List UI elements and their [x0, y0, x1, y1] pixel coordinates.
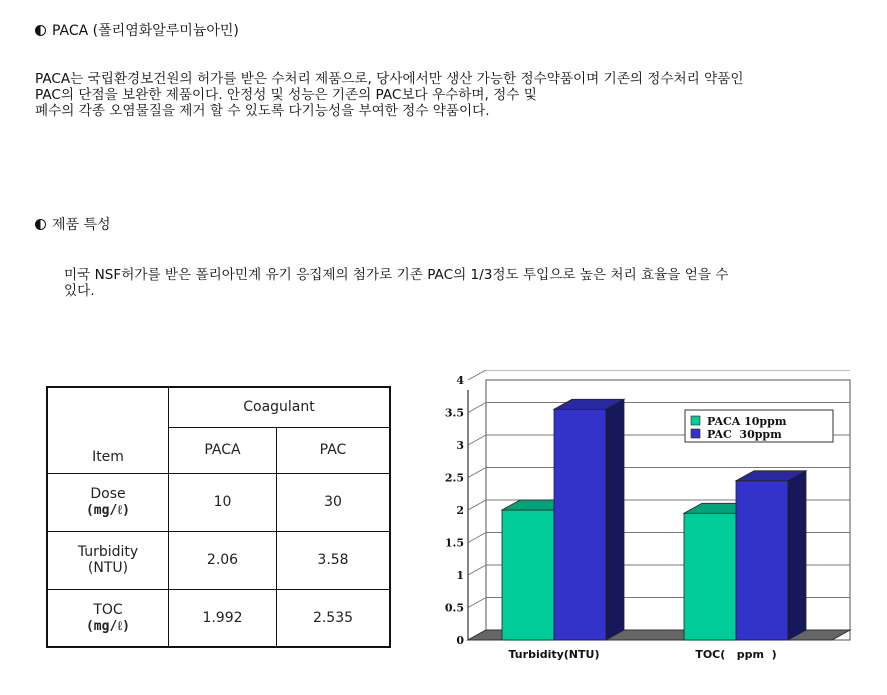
row-unit: (mg/ℓ) — [85, 618, 130, 634]
bar-side — [788, 471, 806, 640]
row-name: Dose — [90, 486, 126, 502]
heading-text: PACA (폴리염화알루미늄아민) — [52, 23, 239, 39]
section-heading-features — [35, 214, 111, 234]
row-label — [47, 589, 169, 647]
legend-swatch — [691, 416, 700, 425]
row-name: TOC — [93, 601, 123, 618]
x-category-label: Turbidity(NTU) — [508, 648, 600, 661]
description-line: 미국 NSF허가를 받은 폴리아민계 유기 응집제의 첨가로 기존 PAC의 1/3정도 투입으로 높은 처리 효율을 얻을 수 — [64, 267, 729, 283]
row-unit: (mg/ℓ) — [85, 503, 130, 518]
gridline-side — [468, 403, 486, 413]
bar-front — [736, 481, 788, 640]
gridline-side — [468, 468, 486, 478]
features-description — [64, 267, 728, 299]
table-row — [47, 531, 390, 589]
heading-text: 제품 특성 — [52, 217, 111, 233]
y-tick-label: 0.5 — [444, 601, 464, 615]
y-tick-label: 2.5 — [444, 471, 464, 485]
gridline-side — [468, 598, 486, 608]
legend-label: PACA 10ppm — [707, 415, 787, 428]
legend-swatch — [691, 429, 700, 438]
legend-label: PAC 30ppm — [707, 428, 782, 441]
pac-cell: 2.535 — [277, 589, 391, 647]
coagulant-table — [46, 386, 391, 648]
row-unit: (NTU) — [87, 560, 129, 576]
half-circle-bullet-icon — [35, 219, 46, 230]
table-row — [47, 589, 390, 647]
y-tick-label: 0 — [456, 634, 464, 647]
description-line: 폐수의 각종 오염물질을 제거 할 수 있도록 다기능성을 부여한 정수 약품이다. — [35, 103, 490, 119]
description-line: PACA는 국립환경보건원의 허가를 받은 수처리 제품으로, 당사에서만 생산 가능한 정수약품이며 기존의 정수처리 약품인 — [35, 71, 744, 87]
section-heading-paca — [35, 20, 239, 40]
item-header: Item — [47, 387, 169, 473]
gridline-side — [468, 565, 486, 575]
comparison-bar-chart — [440, 370, 870, 680]
row-label — [47, 531, 169, 589]
x-category-label: TOC( ppm ) — [695, 648, 777, 661]
paca-cell: 1.992 — [169, 589, 277, 647]
bar-front — [554, 409, 606, 640]
bar-side — [606, 399, 624, 640]
pac-cell: 3.58 — [277, 531, 391, 589]
y-tick-label: 3.5 — [444, 406, 464, 420]
bar-front — [502, 510, 554, 640]
bar-front — [684, 513, 736, 640]
y-tick-label: 4 — [456, 374, 464, 387]
paca-header: PACA — [169, 427, 277, 473]
table-row — [47, 473, 390, 531]
description-line: PAC의 단점을 보완한 제품이다. 안정성 및 성능은 기존의 PAC보다 우수하며, 정수 및 — [35, 87, 537, 103]
gridline-side — [468, 435, 486, 445]
paca-cell: 10 — [169, 473, 277, 531]
paca-description — [35, 71, 744, 119]
half-circle-bullet-icon — [35, 25, 46, 36]
y-tick-label: 1.5 — [444, 536, 464, 550]
y-tick-label: 2 — [456, 504, 464, 517]
description-line: 있다. — [64, 283, 95, 299]
y-tick-label: 1 — [456, 569, 464, 582]
gridline-side — [468, 500, 486, 510]
gridline-side — [468, 370, 486, 380]
pac-cell: 30 — [277, 473, 391, 531]
y-tick-label: 3 — [456, 439, 464, 452]
gridline-side — [468, 533, 486, 543]
pac-header: PAC — [277, 427, 391, 473]
row-name: Turbidity — [77, 544, 139, 560]
row-label — [47, 473, 169, 531]
coagulant-header: Coagulant — [169, 387, 391, 427]
paca-cell: 2.06 — [169, 531, 277, 589]
